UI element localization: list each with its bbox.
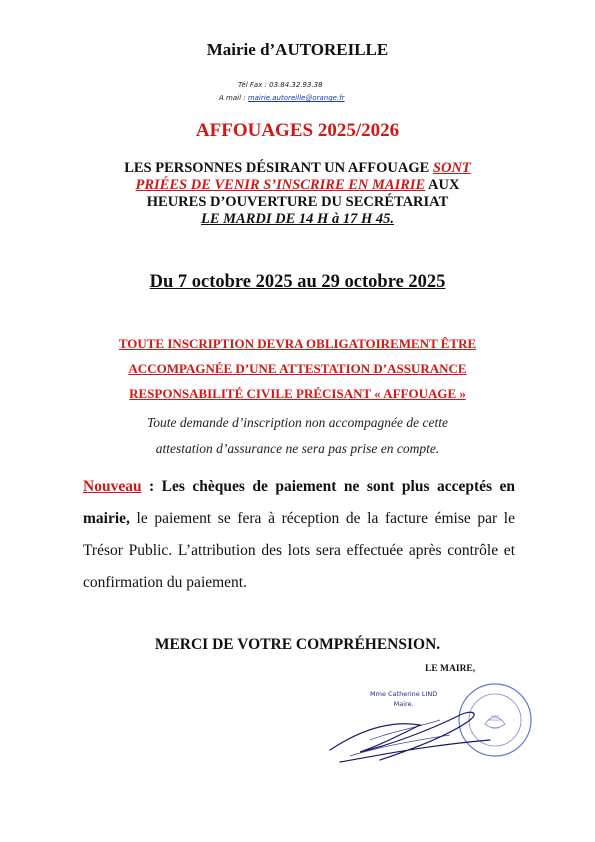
colon: : <box>141 478 162 495</box>
insurance-note <box>0 410 595 462</box>
email-label: A mail : <box>219 94 248 102</box>
warning-line-2: ACCOMPAGNÉE D’UNE ATTESTATION D’ASSURANCE <box>128 361 467 376</box>
main-title: AFFOUAGES 2025/2026 <box>195 120 400 141</box>
mayor-role: LE MAIRE, <box>425 664 476 674</box>
payment-rest-text: le paiement se fera à réception de la facture émise par le Trésor Public. L’attribution des lots sera effectuée après contrôle et confirmation du paiement. <box>83 510 515 591</box>
intro-part-1: LES PERSONNES DÉSIRANT UN AFFOUAGE <box>124 160 433 176</box>
intro-line-2 <box>0 177 595 194</box>
warning-line-3: RESPONSABILITÉ CIVILE PRÉCISANT « AFFOUAGE » <box>129 386 466 401</box>
payment-bold-text: Les chèques de paiement ne sont plus acceptés en mairie, <box>83 478 515 527</box>
tel-fax-line: Tél Fax : 03.84.32.93.38 <box>238 81 323 89</box>
mayor-name: Mme Catherine LIND <box>370 690 438 698</box>
intro-part-2: SONT <box>432 160 471 176</box>
intro-part-3: PRIÉES DE VENIR S’INSCRIRE EN MAIRIE <box>135 177 426 193</box>
mairie-title: Mairie d’AUTOREILLE <box>206 40 389 59</box>
thanks-line: MERCI DE VOTRE COMPRÉHENSION. <box>154 636 441 653</box>
nouveau-label: Nouveau <box>83 478 142 495</box>
signature-icon <box>320 690 520 770</box>
intro-line-4: LE MARDI DE 14 H à 17 H 45. <box>201 211 394 227</box>
intro-line-3: HEURES D’OUVERTURE DU SECRÉTARIAT <box>146 194 449 210</box>
email-link[interactable]: mairie.autoreille@orange.fr <box>247 94 345 102</box>
insurance-warning <box>0 331 595 406</box>
intro-line-1 <box>0 160 595 177</box>
registration-dates: Du 7 octobre 2025 au 29 octobre 2025 <box>149 272 446 292</box>
note-line-1: Toute demande d’inscription non accompagnée de cette <box>147 415 448 430</box>
payment-paragraph <box>83 471 515 599</box>
warning-line-1: TOUTE INSCRIPTION DEVRA OBLIGATOIREMENT ÊTRE <box>118 336 477 351</box>
email-line <box>219 94 345 102</box>
intro-part-4: AUX <box>425 177 460 193</box>
mayor-title: Maire. <box>393 700 414 708</box>
intro-text <box>0 160 595 228</box>
note-line-2: attestation d’assurance ne sera pas prise en compte. <box>155 441 440 456</box>
